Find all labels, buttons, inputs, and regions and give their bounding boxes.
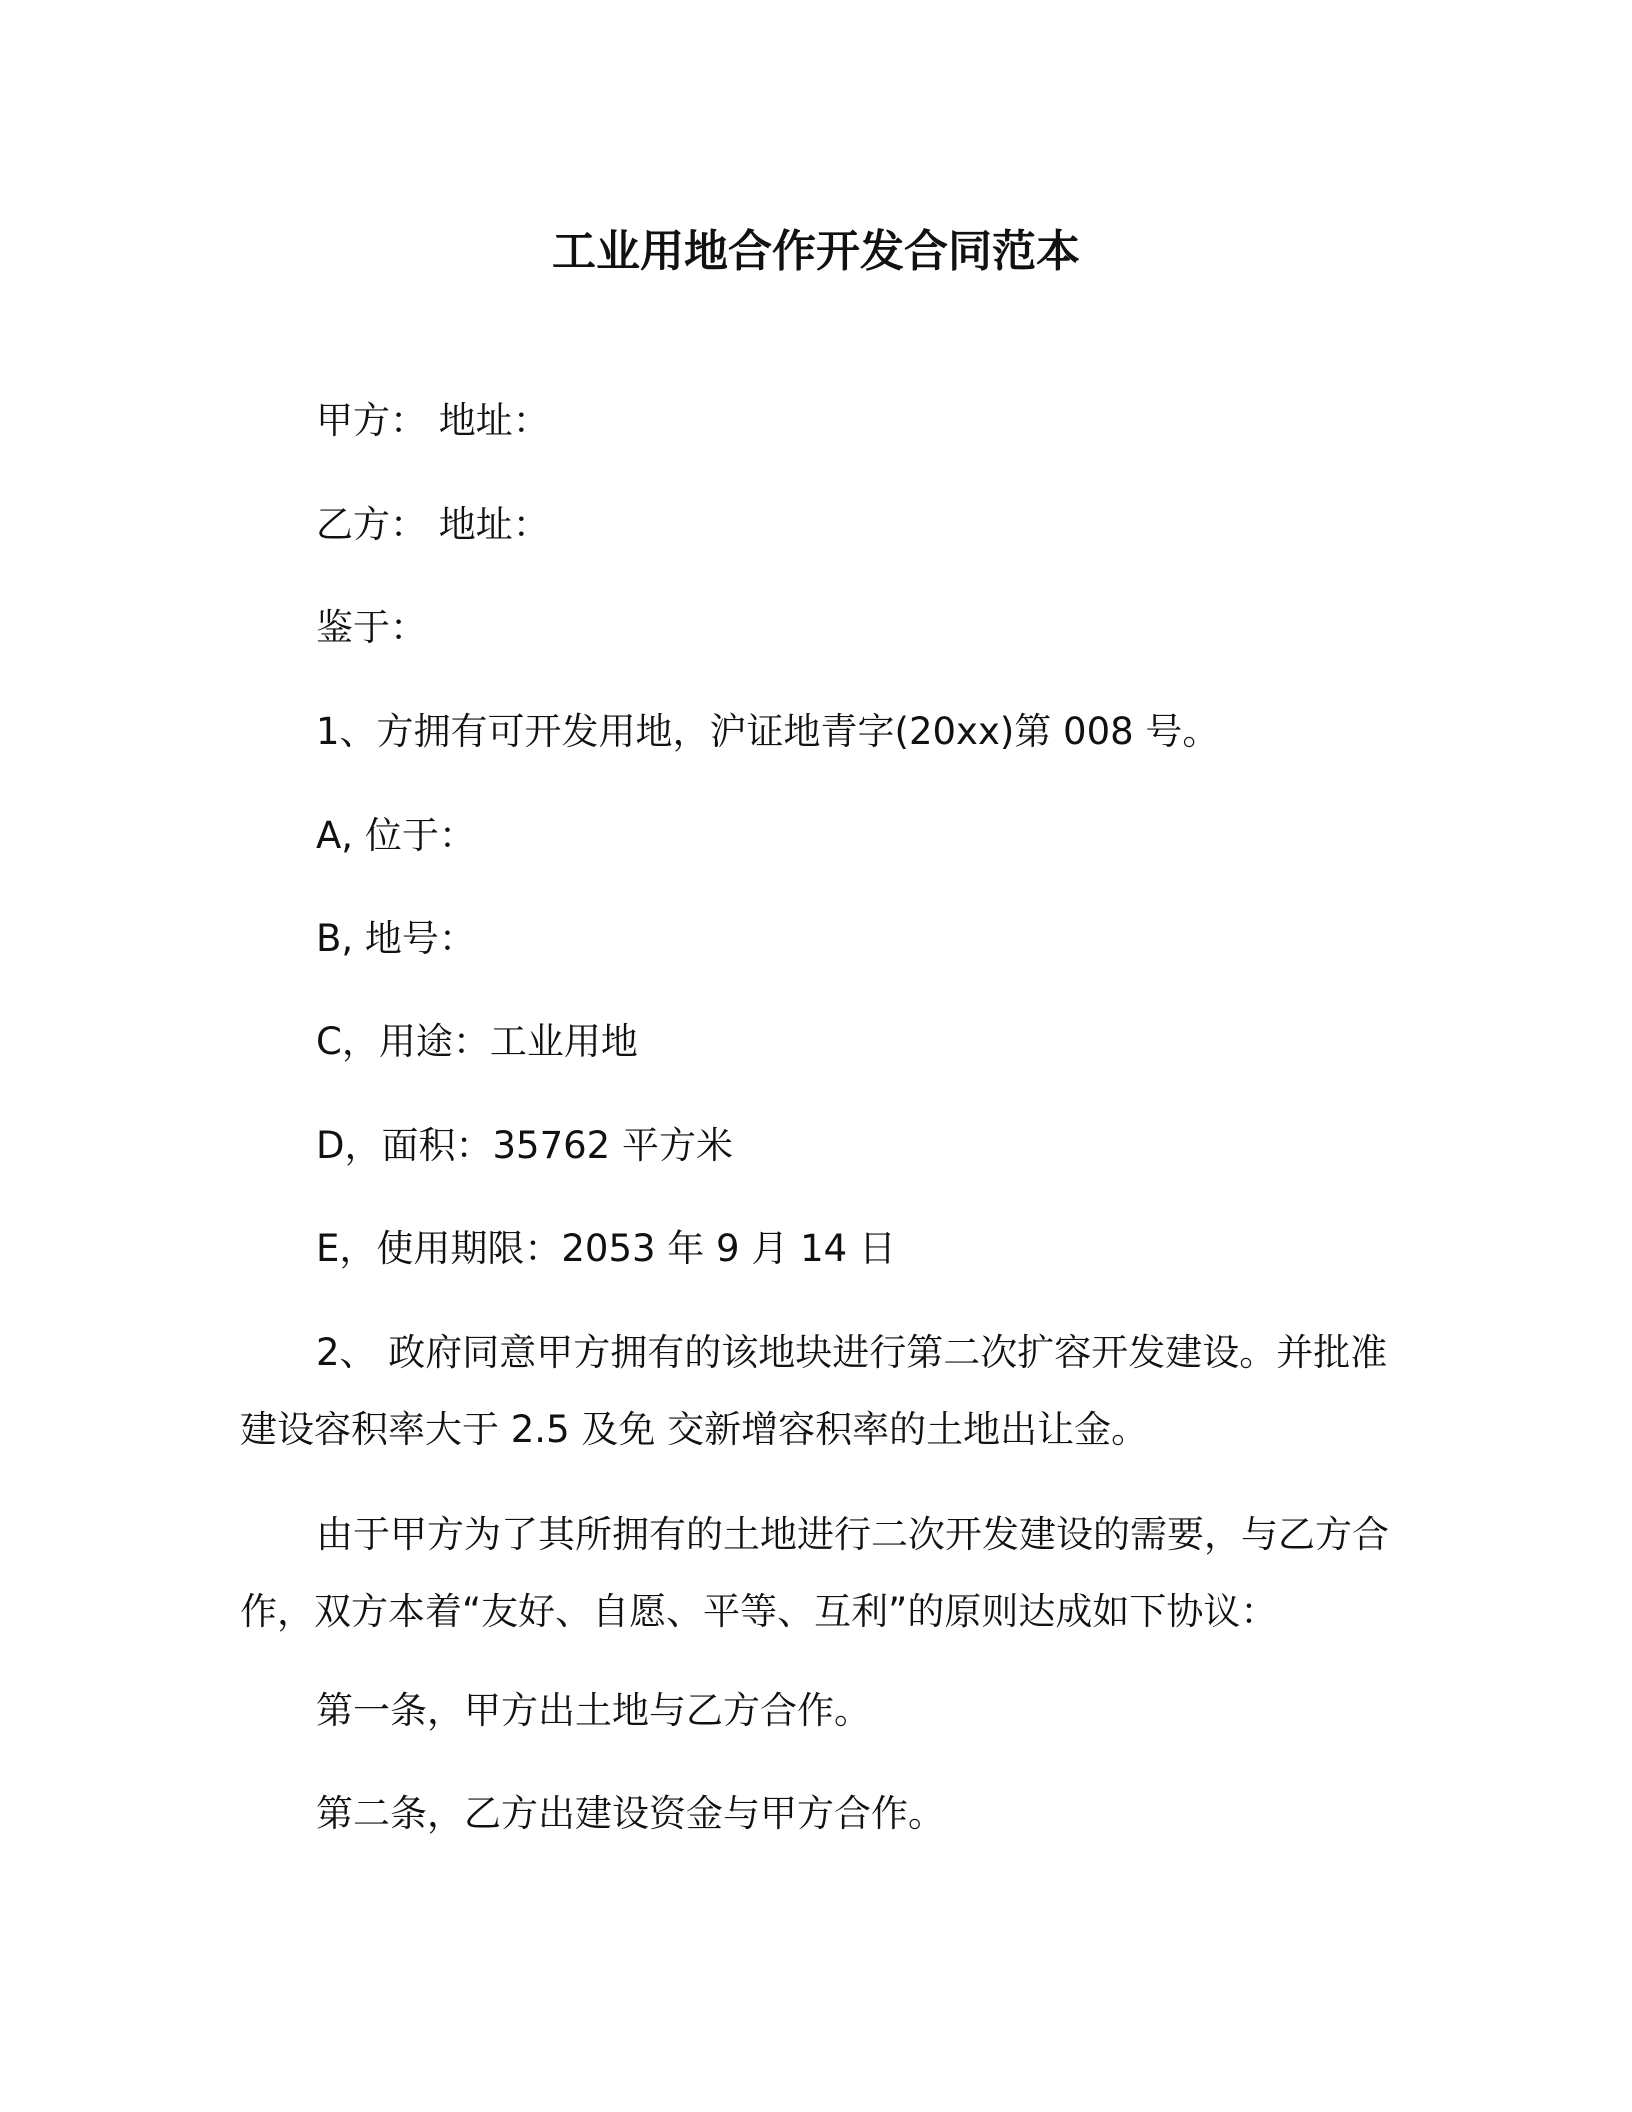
intro-text: 由于甲方为了其所拥有的土地进行二次开发建设的需要，与乙方合作，双方本着“友好、自愿、平等、互利”的原则达成如下协议： (240, 1513, 1389, 1633)
item-b-lot-number: B, 地号： (316, 917, 476, 960)
article-1: 第一条，甲方出土地与乙方合作。 (316, 1689, 871, 1732)
item-c-usage: C，用途：工业用地 (316, 1020, 638, 1063)
party-b-line: 乙方： 地址： (316, 503, 550, 546)
item-1: 1、方拥有可开发用地，沪证地青字(20xx)第 008 号。 (316, 710, 1220, 753)
item-e-term: E，使用期限：2053 年 9 月 14 日 (316, 1227, 896, 1270)
item-2-text: 2、 政府同意甲方拥有的该地块进行第二次扩容开发建设。并批准建设容积率大于 2.5 及免 交新增容积率的土地出让金。 (240, 1331, 1388, 1451)
party-a-line: 甲方： 地址： (316, 399, 550, 442)
item-2-paragraph (240, 1314, 1400, 1468)
item-d-area: D，面积：35762 平方米 (316, 1124, 733, 1167)
document-title: 工业用地合作开发合同范本 (552, 226, 1080, 277)
article-2: 第二条，乙方出建设资金与甲方合作。 (316, 1792, 945, 1835)
whereas-line: 鉴于： (316, 606, 427, 649)
intro-paragraph (240, 1496, 1400, 1650)
item-a-location: A, 位于： (316, 814, 476, 857)
